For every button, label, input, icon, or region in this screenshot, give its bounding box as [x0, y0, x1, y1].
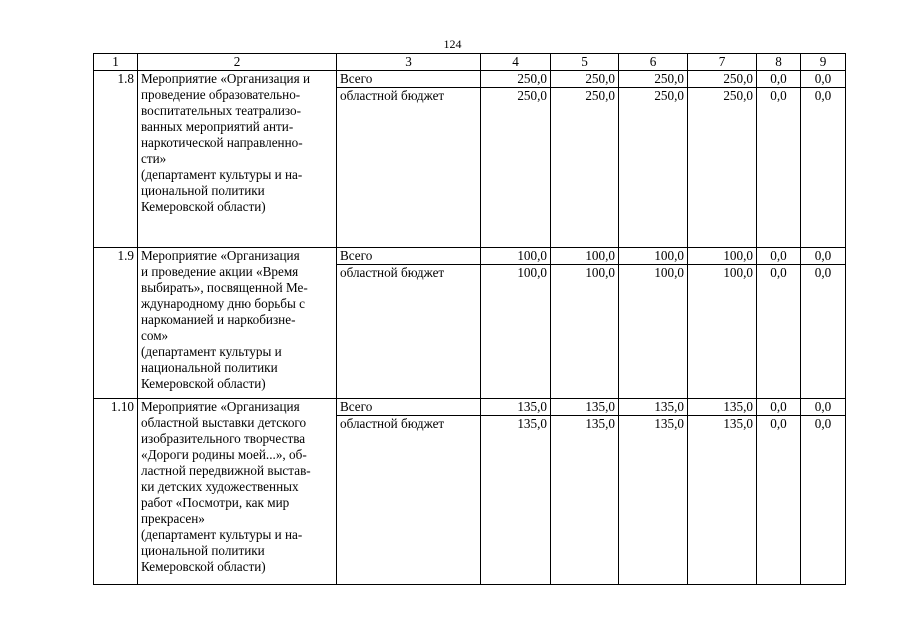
- value-cell: 0,0: [757, 416, 801, 585]
- value-cell: 100,0: [619, 248, 688, 265]
- value-cell: 100,0: [688, 265, 757, 399]
- column-number-row: [94, 54, 846, 71]
- event-description: Мероприятие «Организация и проведение образовательно- воспитательных театрализо- ванных мероприятий анти- наркотической направленно- сти» (департамент культуры и на- циональной политики Кемеровской области): [138, 71, 337, 248]
- value-cell: 135,0: [619, 416, 688, 585]
- funding-source: Всего: [337, 248, 481, 265]
- column-number: 1: [94, 54, 138, 71]
- row-number: 1.9: [94, 248, 138, 399]
- value-cell: 250,0: [551, 71, 619, 88]
- value-cell: 135,0: [688, 416, 757, 585]
- value-cell: 0,0: [757, 265, 801, 399]
- value-cell: 0,0: [757, 399, 801, 416]
- column-number: 6: [619, 54, 688, 71]
- column-number: 3: [337, 54, 481, 71]
- value-cell: 0,0: [757, 71, 801, 88]
- value-cell: 135,0: [481, 416, 551, 585]
- budget-table: [93, 53, 846, 585]
- value-cell: 250,0: [688, 88, 757, 248]
- value-cell: 100,0: [481, 248, 551, 265]
- column-number: 9: [801, 54, 846, 71]
- value-cell: 135,0: [481, 399, 551, 416]
- funding-source: Всего: [337, 71, 481, 88]
- value-cell: 100,0: [688, 248, 757, 265]
- value-cell: 0,0: [757, 248, 801, 265]
- table-row: [94, 399, 846, 416]
- column-number: 5: [551, 54, 619, 71]
- value-cell: 100,0: [551, 248, 619, 265]
- value-cell: 250,0: [688, 71, 757, 88]
- table-row: [94, 248, 846, 265]
- table-row: [94, 71, 846, 88]
- value-cell: 135,0: [688, 399, 757, 416]
- column-number: 2: [138, 54, 337, 71]
- funding-source: областной бюджет: [337, 88, 481, 248]
- funding-source: областной бюджет: [337, 416, 481, 585]
- event-description: Мероприятие «Организация областной выставки детского изобразительного творчества «Дороги родины моей...», об- ластной передвижной выстав- ки детских художественных работ «Посмотри, как мир прекрасен» (департамент культуры и на- циональной политики Кемеровской области): [138, 399, 337, 585]
- value-cell: 250,0: [551, 88, 619, 248]
- value-cell: 135,0: [551, 416, 619, 585]
- value-cell: 0,0: [757, 88, 801, 248]
- value-cell: 135,0: [551, 399, 619, 416]
- value-cell: 250,0: [619, 88, 688, 248]
- page-number: 124: [443, 37, 462, 51]
- column-number: 4: [481, 54, 551, 71]
- value-cell: 250,0: [481, 71, 551, 88]
- value-cell: 0,0: [801, 399, 846, 416]
- funding-source: областной бюджет: [337, 265, 481, 399]
- value-cell: 0,0: [801, 71, 846, 88]
- funding-source: Всего: [337, 399, 481, 416]
- value-cell: 135,0: [619, 399, 688, 416]
- value-cell: 0,0: [801, 265, 846, 399]
- row-number: 1.10: [94, 399, 138, 585]
- row-number: 1.8: [94, 71, 138, 248]
- value-cell: 250,0: [481, 88, 551, 248]
- value-cell: 100,0: [551, 265, 619, 399]
- value-cell: 0,0: [801, 416, 846, 585]
- value-cell: 0,0: [801, 248, 846, 265]
- column-number: 8: [757, 54, 801, 71]
- value-cell: 0,0: [801, 88, 846, 248]
- event-description: Мероприятие «Организация и проведение акции «Время выбирать», посвященной Ме- ждународному дню борьбы с наркоманией и наркобизне- сом» (департамент культуры и национальной политики Кемеровской области): [138, 248, 337, 399]
- value-cell: 100,0: [481, 265, 551, 399]
- column-number: 7: [688, 54, 757, 71]
- value-cell: 100,0: [619, 265, 688, 399]
- value-cell: 250,0: [619, 71, 688, 88]
